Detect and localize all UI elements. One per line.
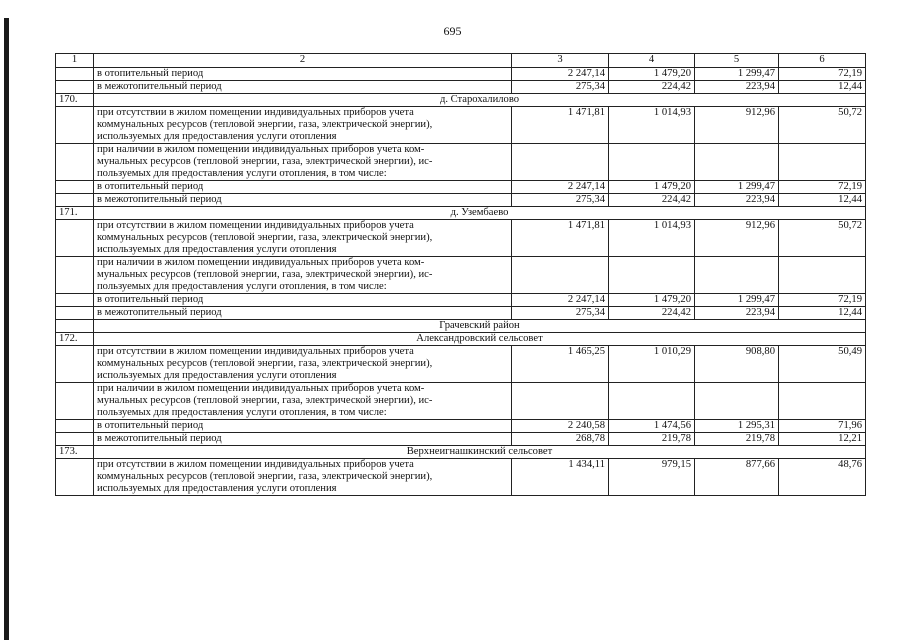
column-header: 3 xyxy=(512,54,609,68)
row-number xyxy=(56,107,94,144)
row-number xyxy=(56,194,94,207)
column-header: 6 xyxy=(779,54,866,68)
description-line: мунальных ресурсов (тепловой энергии, газа, электрической энергии), ис- xyxy=(97,269,433,280)
value-cell: 1 010,29 xyxy=(609,346,695,383)
settlement-row xyxy=(56,207,866,220)
value-cell: 2 240,58 xyxy=(512,420,609,433)
value-cell: 1 295,31 xyxy=(695,420,779,433)
table-row xyxy=(56,68,866,81)
value-cell: 1 479,20 xyxy=(609,68,695,81)
value-cell: 50,72 xyxy=(779,220,866,257)
value-cell: 12,44 xyxy=(779,307,866,320)
description-line: при отсутствии в жилом помещении индивидуальных приборов учета xyxy=(97,107,414,118)
value-cell: 223,94 xyxy=(695,81,779,94)
value-cell: 1 479,20 xyxy=(609,294,695,307)
value-cell: 224,42 xyxy=(609,307,695,320)
row-number xyxy=(56,220,94,257)
value-cell xyxy=(779,257,866,294)
row-description: в межотопительный период xyxy=(94,81,512,94)
row-number xyxy=(56,346,94,383)
row-number: 172. xyxy=(56,333,94,346)
value-cell: 12,44 xyxy=(779,194,866,207)
row-description: в отопительный период xyxy=(94,420,512,433)
value-cell: 223,94 xyxy=(695,194,779,207)
value-cell: 1 299,47 xyxy=(695,294,779,307)
row-number xyxy=(56,144,94,181)
description-line: при отсутствии в жилом помещении индивидуальных приборов учета xyxy=(97,220,414,231)
value-cell: 1 479,20 xyxy=(609,181,695,194)
table-row xyxy=(56,307,866,320)
description-line: пользуемых для предоставления услуги отопления, в том числе: xyxy=(97,407,387,418)
value-cell xyxy=(695,383,779,420)
value-cell: 2 247,14 xyxy=(512,294,609,307)
value-cell: 50,49 xyxy=(779,346,866,383)
column-header: 4 xyxy=(609,54,695,68)
value-cell: 224,42 xyxy=(609,194,695,207)
row-number: 173. xyxy=(56,446,94,459)
row-number xyxy=(56,257,94,294)
value-cell: 71,96 xyxy=(779,420,866,433)
settlement-row xyxy=(56,446,866,459)
description-line: коммунальных ресурсов (тепловой энергии, газа, электрической энергии), xyxy=(97,119,433,130)
value-cell: 1 471,81 xyxy=(512,107,609,144)
value-cell xyxy=(609,257,695,294)
table-row xyxy=(56,257,866,294)
value-cell xyxy=(512,144,609,181)
settlement-name: Александровский сельсовет xyxy=(94,333,866,346)
value-cell: 912,96 xyxy=(695,107,779,144)
value-cell xyxy=(695,257,779,294)
value-cell: 50,72 xyxy=(779,107,866,144)
row-number xyxy=(56,81,94,94)
row-number: 171. xyxy=(56,207,94,220)
column-header-row xyxy=(56,54,866,68)
value-cell: 1 014,93 xyxy=(609,220,695,257)
description-line: при наличии в жилом помещении индивидуальных приборов учета ком- xyxy=(97,383,425,394)
row-description: в отопительный период xyxy=(94,294,512,307)
description-line: мунальных ресурсов (тепловой энергии, газа, электрической энергии), ис- xyxy=(97,156,433,167)
scan-edge-bar xyxy=(4,18,9,640)
value-cell: 1 474,56 xyxy=(609,420,695,433)
district-row xyxy=(56,320,866,333)
row-number xyxy=(56,433,94,446)
column-header: 5 xyxy=(695,54,779,68)
table-row xyxy=(56,433,866,446)
row-number xyxy=(56,181,94,194)
value-cell xyxy=(695,144,779,181)
table-row xyxy=(56,220,866,257)
table-row xyxy=(56,294,866,307)
row-number: 170. xyxy=(56,94,94,107)
row-number xyxy=(56,294,94,307)
table-row xyxy=(56,181,866,194)
description-line: коммунальных ресурсов (тепловой энергии, газа, электрической энергии), xyxy=(97,358,433,369)
value-cell: 1 465,25 xyxy=(512,346,609,383)
value-cell: 219,78 xyxy=(609,433,695,446)
row-description xyxy=(94,459,512,496)
value-cell: 1 299,47 xyxy=(695,181,779,194)
description-line: используемых для предоставления услуги отопления xyxy=(97,483,337,494)
value-cell xyxy=(512,383,609,420)
value-cell: 275,34 xyxy=(512,194,609,207)
column-header: 1 xyxy=(56,54,94,68)
value-cell: 1 014,93 xyxy=(609,107,695,144)
row-description: в отопительный период xyxy=(94,181,512,194)
row-description xyxy=(94,144,512,181)
value-cell: 908,80 xyxy=(695,346,779,383)
row-description: в межотопительный период xyxy=(94,194,512,207)
description-line: пользуемых для предоставления услуги отопления, в том числе: xyxy=(97,168,387,179)
table-row xyxy=(56,144,866,181)
value-cell: 48,76 xyxy=(779,459,866,496)
table-row xyxy=(56,107,866,144)
row-number xyxy=(56,420,94,433)
description-line: при наличии в жилом помещении индивидуальных приборов учета ком- xyxy=(97,257,425,268)
table-body xyxy=(56,54,866,496)
page-number: 695 xyxy=(443,24,462,38)
table-row xyxy=(56,420,866,433)
row-number xyxy=(56,68,94,81)
column-header: 2 xyxy=(94,54,512,68)
value-cell: 268,78 xyxy=(512,433,609,446)
row-number xyxy=(56,307,94,320)
row-description xyxy=(94,220,512,257)
value-cell xyxy=(512,257,609,294)
value-cell: 72,19 xyxy=(779,181,866,194)
settlement-row xyxy=(56,94,866,107)
value-cell: 2 247,14 xyxy=(512,68,609,81)
description-line: используемых для предоставления услуги отопления xyxy=(97,244,337,255)
tariff-table xyxy=(55,53,866,496)
description-line: при отсутствии в жилом помещении индивидуальных приборов учета xyxy=(97,346,414,357)
description-line: используемых для предоставления услуги отопления xyxy=(97,131,337,142)
row-description xyxy=(94,257,512,294)
row-description: в межотопительный период xyxy=(94,307,512,320)
settlement-name: д. Старохалилово xyxy=(94,94,866,107)
value-cell: 979,15 xyxy=(609,459,695,496)
value-cell xyxy=(609,144,695,181)
value-cell: 912,96 xyxy=(695,220,779,257)
row-description xyxy=(94,107,512,144)
value-cell xyxy=(779,144,866,181)
row-description: в межотопительный период xyxy=(94,433,512,446)
settlement-name: Верхнеигнашкинский сельсовет xyxy=(94,446,866,459)
table-row xyxy=(56,81,866,94)
table-row xyxy=(56,194,866,207)
row-description xyxy=(94,383,512,420)
description-line: используемых для предоставления услуги отопления xyxy=(97,370,337,381)
value-cell: 2 247,14 xyxy=(512,181,609,194)
row-number xyxy=(56,383,94,420)
value-cell xyxy=(609,383,695,420)
row-number xyxy=(56,320,94,333)
row-description xyxy=(94,346,512,383)
value-cell: 1 299,47 xyxy=(695,68,779,81)
description-line: коммунальных ресурсов (тепловой энергии, газа, электрической энергии), xyxy=(97,232,433,243)
value-cell: 224,42 xyxy=(609,81,695,94)
table-row xyxy=(56,459,866,496)
value-cell: 219,78 xyxy=(695,433,779,446)
settlement-row xyxy=(56,333,866,346)
row-number xyxy=(56,459,94,496)
value-cell: 72,19 xyxy=(779,294,866,307)
value-cell: 12,21 xyxy=(779,433,866,446)
value-cell xyxy=(779,383,866,420)
district-name: Грачевский район xyxy=(94,320,866,333)
description-line: коммунальных ресурсов (тепловой энергии, газа, электрической энергии), xyxy=(97,471,433,482)
table-row xyxy=(56,346,866,383)
value-cell: 12,44 xyxy=(779,81,866,94)
settlement-name: д. Узембаево xyxy=(94,207,866,220)
description-line: при наличии в жилом помещении индивидуальных приборов учета ком- xyxy=(97,144,425,155)
description-line: при отсутствии в жилом помещении индивидуальных приборов учета xyxy=(97,459,414,470)
value-cell: 275,34 xyxy=(512,307,609,320)
description-line: пользуемых для предоставления услуги отопления, в том числе: xyxy=(97,281,387,292)
value-cell: 1 434,11 xyxy=(512,459,609,496)
value-cell: 223,94 xyxy=(695,307,779,320)
value-cell: 877,66 xyxy=(695,459,779,496)
table-row xyxy=(56,383,866,420)
value-cell: 1 471,81 xyxy=(512,220,609,257)
value-cell: 72,19 xyxy=(779,68,866,81)
row-description: в отопительный период xyxy=(94,68,512,81)
value-cell: 275,34 xyxy=(512,81,609,94)
description-line: мунальных ресурсов (тепловой энергии, газа, электрической энергии), ис- xyxy=(97,395,433,406)
